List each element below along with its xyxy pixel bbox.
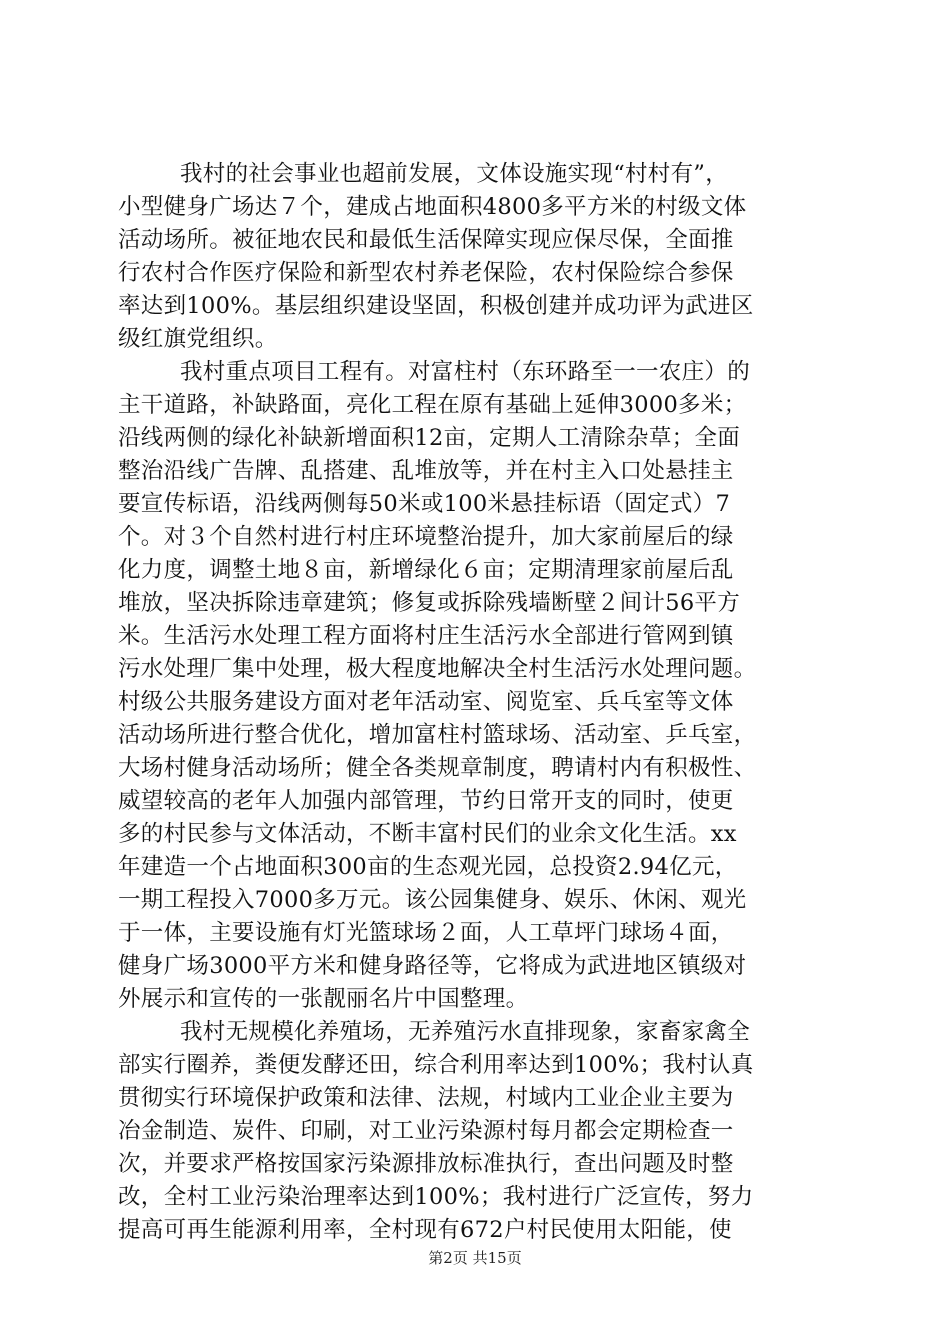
text-line: 提高可再生能源利用率，全村现有672户村民使用太阳能，使 xyxy=(118,1217,732,1243)
text-line: 率达到100%。基层组织建设坚固，积极创建并成功评为武进区 xyxy=(118,293,754,319)
paragraph xyxy=(118,356,836,1016)
text-line: 冶金制造、炭件、印刷，对工业污染源村每月都会定期检查一 xyxy=(118,1118,734,1144)
text-line: 我村重点项目工程有。对富柱村（东环路至一一农庄）的 xyxy=(180,359,751,385)
document-body xyxy=(118,158,836,1247)
text-line: 级红旗党组织。 xyxy=(118,326,278,352)
text-line: 我村无规模化养殖场，无养殖污水直排现象，家畜家禽全 xyxy=(180,1019,751,1045)
text-line: 化力度，调整土地８亩，新增绿化６亩；定期清理家前屋后乱 xyxy=(118,557,734,583)
text-line: 年建造一个占地面积300亩的生态观光园，总投资2.94亿元， xyxy=(118,854,738,880)
text-line: 米。生活污水处理工程方面将村庄生活污水全部进行管网到镇 xyxy=(118,623,734,649)
paragraph xyxy=(118,158,836,356)
text-line: 整治沿线广告牌、乱搭建、乱堆放等，并在村主入口处悬挂主 xyxy=(118,458,734,484)
text-line: 外展示和宣传的一张靓丽名片中国整理。 xyxy=(118,986,529,1012)
text-line: 沿线两侧的绿化补缺新增面积12亩，定期人工清除杂草；全面 xyxy=(118,425,741,451)
text-line: 贯彻实行环境保护政策和法律、法规，村域内工业企业主要为 xyxy=(118,1085,734,1111)
text-line: 威望较高的老年人加强内部管理，节约日常开支的同时，使更 xyxy=(118,788,734,814)
text-line: 我村的社会事业也超前发展，文体设施实现“村村有”， xyxy=(180,161,729,187)
text-line: 主干道路，补缺路面，亮化工程在原有基础上延伸3000多米； xyxy=(118,392,747,418)
text-line: 堆放，坚决拆除违章建筑；修复或拆除残墙断壁２间计56平方 xyxy=(118,590,741,616)
paragraph xyxy=(118,1016,836,1247)
text-line: 活动场所进行整合优化，增加富柱村篮球场、活动室、乒乓室， xyxy=(118,722,757,748)
page-number-footer: 第2页 共15页 xyxy=(428,1249,522,1267)
text-line: 多的村民参与文体活动，不断丰富村民们的业余文化生活。xx xyxy=(118,821,737,847)
text-line: 次，并要求严格按国家污染源排放标准执行，查出问题及时整 xyxy=(118,1151,734,1177)
text-line: 于一体，主要设施有灯光篮球场２面，人工草坪门球场４面， xyxy=(118,920,734,946)
text-line: 健身广场3000平方米和健身路径等，它将成为武进地区镇级对 xyxy=(118,953,747,979)
text-line: 活动场所。被征地农民和最低生活保障实现应保尽保，全面推 xyxy=(118,227,734,253)
text-line: 小型健身广场达７个，建成占地面积4800多平方米的村级文体 xyxy=(118,194,747,220)
text-line: 部实行圈养，粪便发酵还田，综合利用率达到100%；我村认真 xyxy=(118,1052,754,1078)
text-line: 污水处理厂集中处理，极大程度地解决全村生活污水处理问题。 xyxy=(118,656,757,682)
text-line: 行农村合作医疗保险和新型农村养老保险，农村保险综合参保 xyxy=(118,260,734,286)
text-line: 改，全村工业污染治理率达到100%；我村进行广泛宣传，努力 xyxy=(118,1184,754,1210)
text-line: 一期工程投入7000多万元。该公园集健身、娱乐、休闲、观光 xyxy=(118,887,747,913)
text-line: 要宣传标语，沿线两侧每50米或100米悬挂标语（固定式）7 xyxy=(118,491,731,517)
text-line: 个。对３个自然村进行村庄环境整治提升，加大家前屋后的绿 xyxy=(118,524,734,550)
text-line: 村级公共服务建设方面对老年活动室、阅览室、兵乓室等文体 xyxy=(118,689,734,715)
text-line: 大场村健身活动场所；健全各类规章制度，聘请村内有积极性、 xyxy=(118,755,757,781)
